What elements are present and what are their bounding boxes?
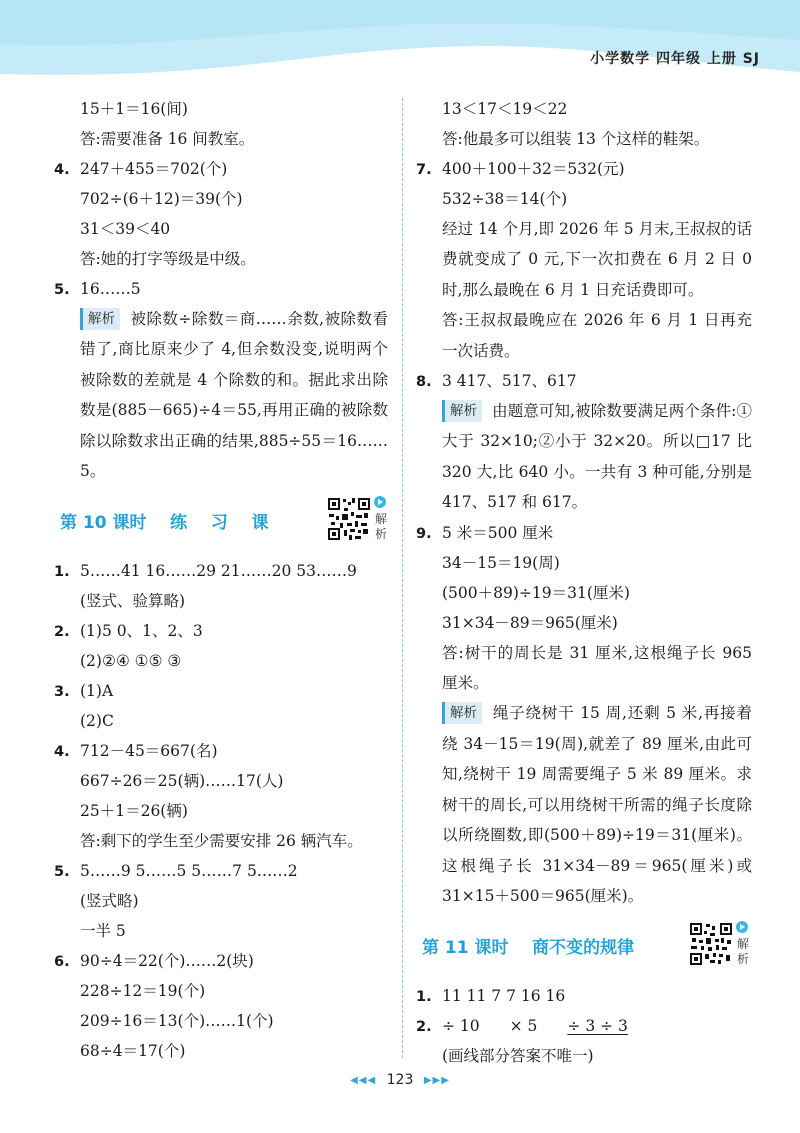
l11-question-1: 1. 11 11 7 7 16 16: [416, 981, 752, 1011]
lesson-title: 第 10 课时 练 习 课: [60, 513, 269, 534]
l10-question-6: 6. 90÷4＝22(个)……2(块): [54, 946, 388, 976]
l10-question-5: 5. 5……9 5……5 5……7 5……2: [54, 856, 388, 886]
answer-paragraph: 答:王叔叔最晚应在 2026 年 6 月 1 日再充一次话费。: [442, 311, 752, 360]
play-icon[interactable]: [374, 496, 386, 508]
answer-line: 答:需要准备 16 间教室。: [80, 130, 255, 148]
right-column: [416, 94, 752, 1071]
qr-code-icon[interactable]: [688, 921, 734, 967]
answer-line: 一半 5: [80, 922, 126, 941]
question-number: 4.: [54, 744, 70, 761]
answer-paragraph: 答:树干的周长是 31 厘米,这根绳子长 965 厘米。: [442, 643, 752, 693]
analysis-block: 解析 被除数÷除数＝商……余数,被除数看错了,商比原来少了 4,但余数没变,说明两个被除数的差就是 4 个除数的和。据此求出除数是(885－665)÷4＝55,再用正确的被除数除以除数求出正确的结果,885÷55＝16……5。: [80, 310, 388, 481]
header-band: [0, 0, 800, 80]
back-arrows-icon: ◀◀◀: [350, 1075, 377, 1086]
answer-line: 答:剩下的学生至少需要安排 26 辆汽车。: [80, 832, 363, 851]
answer-note: (画线部分答案不唯一): [442, 1047, 594, 1066]
analysis-tag: 解析: [80, 308, 120, 330]
answer-line: 15＋1＝16(间): [80, 100, 188, 118]
answer-line: (2)②④ ①⑤ ③: [80, 652, 182, 671]
answer-line: 31×34－89＝965(厘米): [442, 613, 618, 632]
answer-line: (竖式、验算略): [80, 592, 186, 611]
l10-question-3: 3. (1)A: [54, 676, 388, 706]
question-5: 5. 16……5: [54, 274, 388, 304]
analysis-block: 解析 绳子绕树干 15 周,还剩 5 米,再接着绕 34－15＝19(周),就差了 89 厘米,由此可知,绕树干 19 周需要绳子 5 米 89 厘米。求树干的周长,可以用绕树干所需的绳子长度除以所绕圈数,即(500＋89)÷19＝31(厘米)。这根绳子长 31×34－89＝965(厘米)或31×15＋500＝965(厘米)。: [442, 704, 752, 905]
analysis-tag: 解析: [442, 400, 482, 422]
question-number: 6.: [54, 954, 70, 971]
header-title: 小学数学 四年级 上册 SJ: [590, 51, 760, 67]
left-column: [54, 94, 388, 1066]
l10-question-2: 2. (1)5 0、1、2、3: [54, 616, 388, 646]
answer-line: 667÷26＝25(辆)……17(人): [80, 772, 284, 791]
question-number: 2.: [416, 1019, 432, 1036]
answer-line: (500＋89)÷19＝31(厘米): [442, 583, 630, 602]
question-number: 2.: [54, 624, 70, 641]
answer-line: (2)C: [80, 712, 114, 731]
l10-question-1: 1. 5……41 16……29 21……20 53……9: [54, 556, 388, 586]
question-number: 9.: [416, 525, 432, 542]
answer-line: (竖式略): [80, 892, 139, 911]
question-number: 3.: [54, 684, 70, 701]
question-number: 5.: [54, 282, 70, 298]
l10-question-4: 4. 712－45＝667(名): [54, 736, 388, 766]
lesson-10-header: [54, 496, 388, 546]
lesson-11-header: [416, 921, 752, 971]
lesson-title: 第 11 课时 商不变的规律: [422, 938, 635, 959]
answer-line: 702÷(6＋12)＝39(个): [80, 190, 243, 208]
question-number: 7.: [416, 162, 432, 178]
question-number: 1.: [54, 564, 70, 581]
answer-line: 209÷16＝13(个)……1(个): [80, 1012, 274, 1031]
question-8: 8. 3 417、517、617: [416, 366, 752, 396]
qr-label: 解析: [374, 512, 387, 542]
qr-code-icon[interactable]: [326, 496, 372, 542]
answer-line: 34－15＝19(周): [442, 553, 560, 572]
question-4: 4. 247＋455＝702(个): [54, 154, 388, 184]
question-7: 7. 400＋100＋32＝532(元): [416, 154, 752, 184]
answer-line: 228÷12＝19(个): [80, 982, 206, 1001]
answer-paragraph: 经过 14 个月,即 2026 年 5 月末,王叔叔的话费就变成了 0 元,下一次扣费在 6 月 2 日 0 时,那么最晚在 6 月 1 日充话费即可。: [442, 220, 752, 299]
play-icon[interactable]: [736, 921, 748, 933]
underlined-answer: ÷ 3 ÷ 3: [567, 1017, 628, 1036]
analysis-tag: 解析: [442, 702, 482, 724]
page-footer: [0, 1072, 800, 1088]
question-number: 1.: [416, 989, 432, 1006]
question-number: 8.: [416, 374, 432, 391]
page-number: 123: [386, 1072, 414, 1088]
forward-arrows-icon: ▶▶▶: [423, 1075, 450, 1086]
answer-line: 答:他最多可以组装 13 个这样的鞋架。: [442, 130, 710, 148]
qr-label: 解析: [736, 937, 749, 967]
question-number: 4.: [54, 162, 70, 178]
answer-line: 13＜17＜19＜22: [442, 100, 568, 118]
l11-question-2: 2. ÷ 10 × 5 ÷ 3 ÷ 3: [416, 1011, 752, 1041]
answer-line: 532÷38＝14(个): [442, 190, 568, 208]
column-divider: [402, 98, 403, 1058]
answer-line: 31＜39＜40: [80, 220, 171, 238]
question-9: 9. 5 米＝500 厘米: [416, 518, 752, 548]
answer-line: 25＋1＝26(辆): [80, 802, 188, 821]
question-number: 5.: [54, 864, 70, 881]
analysis-block: 解析 由题意可知,被除数要满足两个条件:①大于 32×10;②小于 32×20。所以□17 比 320 大,比 640 小。一共有 3 种可能,分别是 417、517 和 617。: [442, 402, 752, 512]
answer-line: 68÷4＝17(个): [80, 1042, 186, 1061]
answer-line: 答:她的打字等级是中级。: [80, 250, 256, 268]
